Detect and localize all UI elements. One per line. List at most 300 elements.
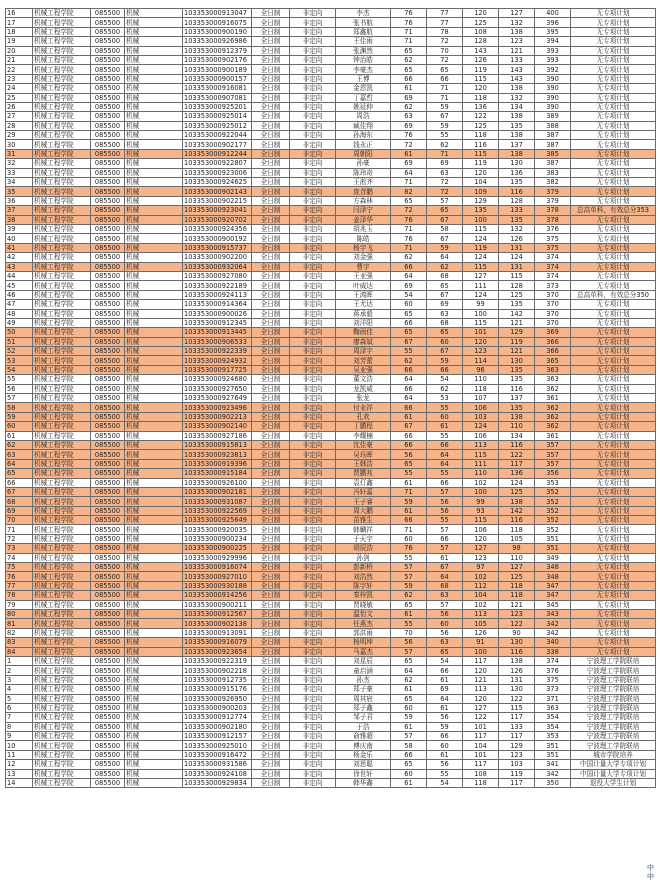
cell-no: 39: [6, 224, 33, 233]
cell-major: 机械: [125, 722, 183, 731]
cell-total: 394: [535, 37, 571, 46]
cell-code: 085500: [91, 666, 125, 675]
cell-name: 陈玮奇: [336, 168, 391, 177]
cell-id: 103353000929834: [183, 779, 252, 788]
cell-code: 085500: [91, 27, 125, 36]
cell-s2: 66: [427, 732, 463, 741]
cell-s3: 129: [463, 196, 499, 205]
cell-s4: 133: [499, 722, 535, 731]
cell-s4: 121: [499, 600, 535, 609]
cell-code: 085500: [91, 55, 125, 64]
cell-name: 杨宇飞: [336, 243, 391, 252]
cell-code: 085500: [91, 375, 125, 384]
cell-major: 机械: [125, 121, 183, 130]
cell-code: 085500: [91, 215, 125, 224]
cell-id: 103353000902138: [183, 619, 252, 628]
cell-college: 机械工程学院: [33, 647, 91, 656]
cell-dir: 非定向: [290, 703, 336, 712]
cell-no: 22: [6, 65, 33, 74]
cell-dir: 非定向: [290, 262, 336, 271]
cell-total: 392: [535, 65, 571, 74]
cell-s4: 121: [499, 46, 535, 55]
table-row: [6, 628, 656, 637]
cell-s2: 55: [427, 403, 463, 412]
cell-college: 机械工程学院: [33, 224, 91, 233]
table-row: [6, 732, 656, 741]
cell-college: 机械工程学院: [33, 563, 91, 572]
cell-s4: 135: [499, 178, 535, 187]
cell-s3: 115: [463, 318, 499, 327]
cell-note: 无专项计划: [571, 149, 656, 158]
cell-s4: 121: [499, 318, 535, 327]
cell-major: 机械: [125, 375, 183, 384]
cell-note: 无专项计划: [571, 9, 656, 18]
cell-s2: 59: [427, 356, 463, 365]
cell-s1: 66: [391, 365, 427, 374]
cell-total: 396: [535, 18, 571, 27]
cell-no: 49: [6, 318, 33, 327]
cell-note: 无专项计划: [571, 375, 656, 384]
cell-college: 机械工程学院: [33, 102, 91, 111]
cell-s3: 143: [463, 46, 499, 55]
cell-s3: 120: [463, 168, 499, 177]
cell-dir: 非定向: [290, 9, 336, 18]
cell-s3: 124: [463, 234, 499, 243]
cell-id: 103353000916472: [183, 750, 252, 759]
cell-name: 贾鹏兆: [336, 469, 391, 478]
cell-s2: 65: [427, 281, 463, 290]
cell-mode: 全日制: [252, 666, 290, 675]
cell-s4: 133: [499, 206, 535, 215]
cell-s2: 55: [427, 431, 463, 440]
cell-s1: 65: [391, 46, 427, 55]
cell-college: 机械工程学院: [33, 516, 91, 525]
cell-s1: 66: [391, 74, 427, 83]
cell-mode: 全日制: [252, 300, 290, 309]
cell-s1: 71: [391, 525, 427, 534]
cell-s4: 123: [499, 750, 535, 759]
cell-s1: 65: [391, 309, 427, 318]
table-row: [6, 178, 656, 187]
cell-major: 机械: [125, 478, 183, 487]
cell-no: 58: [6, 403, 33, 412]
cell-id: 103353000924356: [183, 224, 252, 233]
cell-s2: 66: [427, 534, 463, 543]
cell-college: 机械工程学院: [33, 675, 91, 684]
cell-s3: 100: [463, 487, 499, 496]
cell-s4: 124: [499, 253, 535, 262]
cell-id: 103353000912244: [183, 149, 252, 158]
cell-no: 35: [6, 187, 33, 196]
cell-name: 于浩: [336, 722, 391, 731]
cell-code: 085500: [91, 703, 125, 712]
table-row: [6, 309, 656, 318]
cell-id: 103353000919396: [183, 459, 252, 468]
table-row: [6, 196, 656, 205]
cell-major: 机械: [125, 581, 183, 590]
cell-code: 085500: [91, 581, 125, 590]
cell-no: 31: [6, 149, 33, 158]
cell-college: 机械工程学院: [33, 55, 91, 64]
cell-id: 103353000906533: [183, 337, 252, 346]
cell-s4: 136: [499, 168, 535, 177]
cell-s1: 64: [391, 666, 427, 675]
cell-note: 无专项计划: [571, 544, 656, 553]
table-row: [6, 478, 656, 487]
cell-mode: 全日制: [252, 65, 290, 74]
table-row: [6, 271, 656, 280]
cell-note: 无专项计划: [571, 168, 656, 177]
cell-dir: 非定向: [290, 478, 336, 487]
cell-college: 机械工程学院: [33, 572, 91, 581]
cell-total: 356: [535, 469, 571, 478]
cell-s3: 109: [463, 187, 499, 196]
cell-no: 64: [6, 459, 33, 468]
cell-s4: 118: [499, 591, 535, 600]
cell-total: 361: [535, 431, 571, 440]
cell-s1: 62: [391, 55, 427, 64]
cell-name: 胡辰浩: [336, 544, 391, 553]
cell-major: 机械: [125, 149, 183, 158]
cell-code: 085500: [91, 224, 125, 233]
cell-note: 无专项计划: [571, 102, 656, 111]
cell-code: 085500: [91, 675, 125, 684]
cell-id: 103353000922807: [183, 159, 252, 168]
cell-note: 无专项计划: [571, 37, 656, 46]
cell-code: 085500: [91, 516, 125, 525]
cell-major: 机械: [125, 187, 183, 196]
cell-major: 机械: [125, 403, 183, 412]
cell-note: 无专项计划: [571, 553, 656, 562]
cell-s2: 63: [427, 309, 463, 318]
cell-name: 周泽宇: [336, 347, 391, 356]
cell-name: 周大鹏: [336, 506, 391, 515]
cell-code: 085500: [91, 112, 125, 121]
cell-s1: 65: [391, 694, 427, 703]
cell-name: 李杰: [336, 9, 391, 18]
cell-total: 348: [535, 572, 571, 581]
cell-college: 机械工程学院: [33, 694, 91, 703]
cell-total: 351: [535, 750, 571, 759]
cell-code: 085500: [91, 534, 125, 543]
cell-name: 王韩浩: [336, 459, 391, 468]
cell-name: 孙豪: [336, 159, 391, 168]
cell-s2: 57: [427, 600, 463, 609]
cell-s4: 126: [499, 666, 535, 675]
cell-id: 103353000915813: [183, 440, 252, 449]
cell-note: 无专项计划: [571, 131, 656, 140]
cell-no: 48: [6, 309, 33, 318]
cell-s1: 66: [391, 431, 427, 440]
cell-major: 机械: [125, 159, 183, 168]
cell-total: 347: [535, 581, 571, 590]
table-row: [6, 675, 656, 684]
cell-college: 机械工程学院: [33, 760, 91, 769]
cell-name: 韩华鑫: [336, 779, 391, 788]
cell-name: 任燕杰: [336, 619, 391, 628]
cell-dir: 非定向: [290, 196, 336, 205]
cell-college: 机械工程学院: [33, 318, 91, 327]
table-row: [6, 234, 656, 243]
cell-s3: 125: [463, 18, 499, 27]
cell-note: 无专项计划: [571, 159, 656, 168]
cell-mode: 全日制: [252, 440, 290, 449]
cell-s1: 71: [391, 27, 427, 36]
cell-total: 363: [535, 365, 571, 374]
table-row: [6, 581, 656, 590]
cell-note: 无专项计划: [571, 450, 656, 459]
cell-name: 周浩: [336, 112, 391, 121]
cell-college: 机械工程学院: [33, 149, 91, 158]
cell-college: 机械工程学院: [33, 638, 91, 647]
cell-s1: 65: [391, 328, 427, 337]
cell-id: 103353000930188: [183, 581, 252, 590]
cell-id: 103353000902215: [183, 196, 252, 205]
cell-s1: 55: [391, 347, 427, 356]
table-row: [6, 159, 656, 168]
cell-major: 机械: [125, 356, 183, 365]
cell-s3: 136: [463, 102, 499, 111]
cell-mode: 全日制: [252, 610, 290, 619]
cell-s4: 131: [499, 243, 535, 252]
table-row: [6, 187, 656, 196]
cell-id: 103353000922044: [183, 131, 252, 140]
cell-code: 085500: [91, 544, 125, 553]
cell-note: 无专项计划: [571, 581, 656, 590]
cell-major: 机械: [125, 553, 183, 562]
cell-mode: 全日制: [252, 384, 290, 393]
cell-s3: 115: [463, 262, 499, 271]
table-row: [6, 215, 656, 224]
cell-id: 103353000916074: [183, 563, 252, 572]
cell-dir: 非定向: [290, 469, 336, 478]
cell-dir: 非定向: [290, 403, 336, 412]
cell-id: 103353000927186: [183, 431, 252, 440]
cell-mode: 全日制: [252, 516, 290, 525]
cell-no: 76: [6, 572, 33, 581]
cell-s2: 54: [427, 375, 463, 384]
cell-college: 机械工程学院: [33, 365, 91, 374]
cell-id: 103353000923496: [183, 403, 252, 412]
cell-s1: 64: [391, 168, 427, 177]
cell-major: 机械: [125, 563, 183, 572]
cell-no: 66: [6, 478, 33, 487]
cell-s4: 126: [499, 234, 535, 243]
cell-s4: 115: [499, 703, 535, 712]
cell-mode: 全日制: [252, 506, 290, 515]
table-row: [6, 619, 656, 628]
cell-s1: 61: [391, 478, 427, 487]
cell-s1: 69: [391, 159, 427, 168]
table-row: [6, 328, 656, 337]
table-row: [6, 600, 656, 609]
cell-s4: 138: [499, 84, 535, 93]
cell-note: 无专项计划: [571, 600, 656, 609]
cell-id: 103353000927080: [183, 271, 252, 280]
cell-no: 37: [6, 206, 33, 215]
cell-mode: 全日制: [252, 168, 290, 177]
cell-mode: 全日制: [252, 159, 290, 168]
cell-mode: 全日制: [252, 703, 290, 712]
cell-college: 机械工程学院: [33, 628, 91, 637]
cell-major: 机械: [125, 365, 183, 374]
cell-name: 孔欢: [336, 412, 391, 421]
cell-no: 43: [6, 262, 33, 271]
cell-total: 389: [535, 112, 571, 121]
cell-dir: 非定向: [290, 422, 336, 431]
cell-code: 085500: [91, 131, 125, 140]
cell-s4: 135: [499, 215, 535, 224]
table-row: [6, 450, 656, 459]
cell-dir: 非定向: [290, 666, 336, 675]
table-row: [6, 694, 656, 703]
table-row: [6, 638, 656, 647]
cell-name: 孙杰: [336, 675, 391, 684]
cell-dir: 非定向: [290, 769, 336, 778]
cell-mode: 全日制: [252, 525, 290, 534]
cell-s2: 56: [427, 713, 463, 722]
cell-code: 085500: [91, 779, 125, 788]
cell-name: 袁灯鑫: [336, 478, 391, 487]
cell-note: 无专项计划: [571, 412, 656, 421]
cell-total: 342: [535, 769, 571, 778]
cell-id: 103353000924108: [183, 769, 252, 778]
cell-code: 085500: [91, 619, 125, 628]
cell-code: 085500: [91, 450, 125, 459]
cell-dir: 非定向: [290, 713, 336, 722]
cell-dir: 非定向: [290, 431, 336, 440]
cell-name: 叶威达: [336, 281, 391, 290]
cell-code: 085500: [91, 656, 125, 665]
cell-s2: 72: [427, 187, 463, 196]
cell-college: 机械工程学院: [33, 591, 91, 600]
cell-dir: 非定向: [290, 581, 336, 590]
cell-no: 4: [6, 685, 33, 694]
cell-college: 机械工程学院: [33, 732, 91, 741]
cell-name: 刘思聪: [336, 760, 391, 769]
cell-s3: 108: [463, 27, 499, 36]
cell-no: 40: [6, 234, 33, 243]
cell-s2: 60: [427, 619, 463, 628]
cell-college: 机械工程学院: [33, 450, 91, 459]
cell-s2: 58: [427, 224, 463, 233]
cell-major: 机械: [125, 102, 183, 111]
cell-mode: 全日制: [252, 394, 290, 403]
cell-mode: 全日制: [252, 281, 290, 290]
cell-major: 机械: [125, 450, 183, 459]
cell-mode: 全日制: [252, 271, 290, 280]
cell-code: 085500: [91, 168, 125, 177]
cell-s2: 62: [427, 384, 463, 393]
cell-name: 温怡文: [336, 610, 391, 619]
cell-major: 机械: [125, 440, 183, 449]
cell-total: 390: [535, 84, 571, 93]
cell-code: 085500: [91, 563, 125, 572]
cell-dir: 非定向: [290, 84, 336, 93]
cell-note: 宁波理工学院联培: [571, 732, 656, 741]
cell-s2: 67: [427, 215, 463, 224]
cell-name: 王鸿晖: [336, 290, 391, 299]
cell-code: 085500: [91, 234, 125, 243]
cell-name: 郑鑫航: [336, 27, 391, 36]
cell-note: 中国计量大学专项计划: [571, 760, 656, 769]
cell-id: 103353000902181: [183, 487, 252, 496]
table-row: [6, 769, 656, 778]
cell-s3: 118: [463, 93, 499, 102]
cell-name: 郑子豪: [336, 685, 391, 694]
cell-total: 362: [535, 422, 571, 431]
cell-s1: 66: [391, 403, 427, 412]
cell-dir: 非定向: [290, 65, 336, 74]
table-row: [6, 46, 656, 55]
cell-s2: 66: [427, 666, 463, 675]
cell-code: 085500: [91, 318, 125, 327]
cell-name: 苗雅生: [336, 516, 391, 525]
cell-s2: 53: [427, 394, 463, 403]
cell-name: 孙剑: [336, 553, 391, 562]
cell-s2: 64: [427, 253, 463, 262]
cell-code: 085500: [91, 18, 125, 27]
cell-s3: 120: [463, 84, 499, 93]
table-row: [6, 9, 656, 18]
cell-s2: 69: [427, 159, 463, 168]
cell-s4: 142: [499, 506, 535, 515]
cell-mode: 全日制: [252, 760, 290, 769]
cell-no: 42: [6, 253, 33, 262]
cell-note: 宁波理工学院联培: [571, 656, 656, 665]
watermark-line-1: 中: [647, 864, 654, 872]
cell-major: 机械: [125, 112, 183, 121]
cell-id: 103353000922339: [183, 347, 252, 356]
cell-dir: 非定向: [290, 243, 336, 252]
table-row: [6, 497, 656, 506]
cell-name: 王佳雨: [336, 37, 391, 46]
cell-note: 无专项计划: [571, 647, 656, 656]
cell-code: 085500: [91, 149, 125, 158]
cell-id: 103353000900225: [183, 544, 252, 553]
cell-s2: 67: [427, 112, 463, 121]
cell-s4: 133: [499, 55, 535, 64]
cell-name: 秦梓凯: [336, 591, 391, 600]
cell-total: 382: [535, 178, 571, 187]
cell-dir: 非定向: [290, 544, 336, 553]
cell-s2: 55: [427, 469, 463, 478]
cell-mode: 全日制: [252, 365, 290, 374]
cell-major: 机械: [125, 37, 183, 46]
table-row: [6, 459, 656, 468]
table-row: [6, 403, 656, 412]
cell-dir: 非定向: [290, 74, 336, 83]
cell-s1: 82: [391, 187, 427, 196]
cell-s4: 138: [499, 412, 535, 421]
cell-college: 机械工程学院: [33, 178, 91, 187]
cell-id: 103353000902140: [183, 422, 252, 431]
cell-major: 机械: [125, 253, 183, 262]
cell-major: 机械: [125, 215, 183, 224]
table-row: [6, 347, 656, 356]
cell-s2: 65: [427, 328, 463, 337]
cell-total: 390: [535, 93, 571, 102]
cell-s3: 117: [463, 656, 499, 665]
cell-mode: 全日制: [252, 769, 290, 778]
cell-s2: 70: [427, 46, 463, 55]
table-row: [6, 206, 656, 215]
cell-s4: 121: [499, 347, 535, 356]
cell-dir: 非定向: [290, 685, 336, 694]
cell-s1: 76: [391, 131, 427, 140]
cell-major: 机械: [125, 703, 183, 712]
cell-note: 无专项计划: [571, 347, 656, 356]
